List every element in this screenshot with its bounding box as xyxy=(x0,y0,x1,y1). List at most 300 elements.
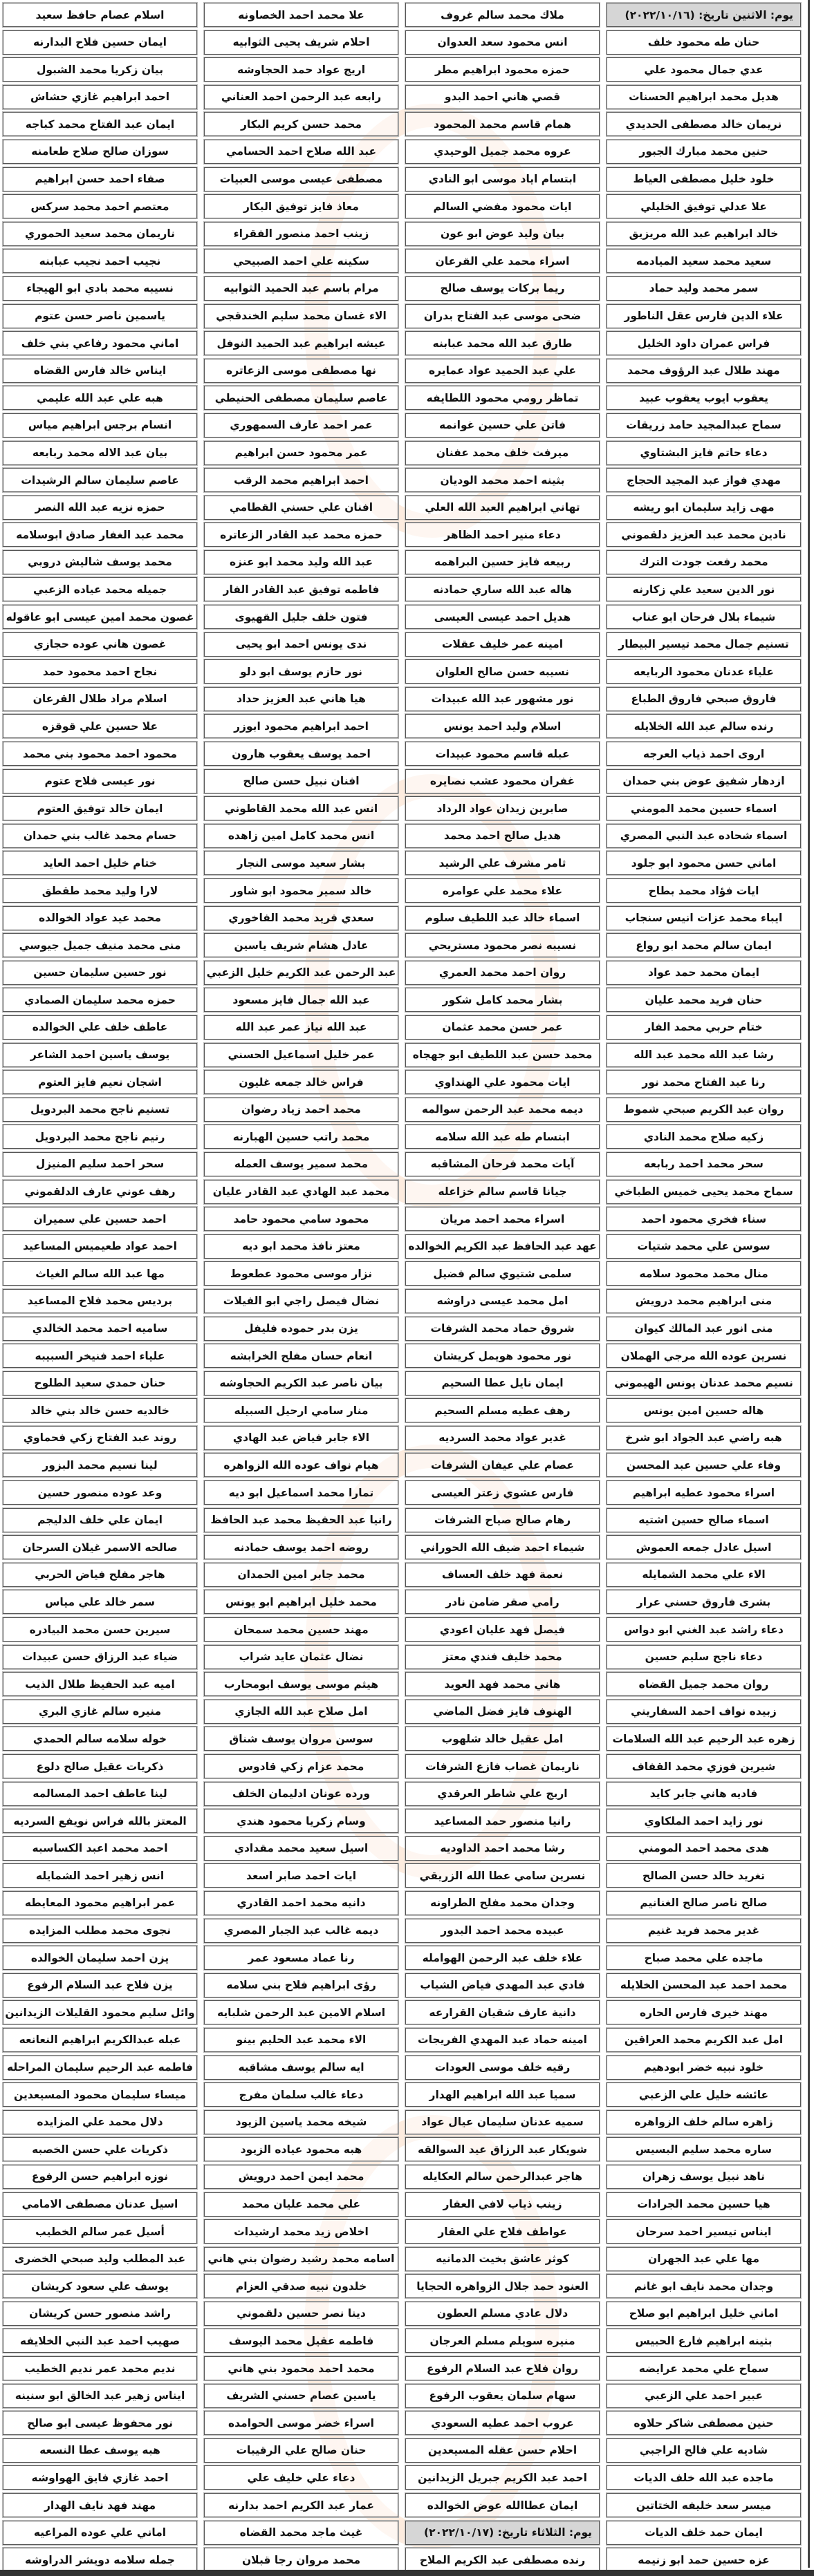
name-cell: هاجر مفلح فياض الحربي xyxy=(3,1563,197,1587)
name-cell: بشار محمد كامل شكور xyxy=(405,988,600,1012)
name-cell: بثينه ابراهيم فارع الحبيس xyxy=(607,2329,801,2353)
name-cell: ندى يونس احمد ابو يحيى xyxy=(204,632,398,657)
name-cell: منال محمد محمود سلامه xyxy=(607,1261,801,1286)
name-cell: منى محمد منيف جميل جيوسي xyxy=(3,933,197,957)
name-cell: رهف عطيه مسلم السحيم xyxy=(405,1398,600,1422)
name-cell: ايمان حمد خلف الديات xyxy=(607,2521,801,2545)
name-cell: احمد عواد طعيميس المساعيد xyxy=(3,1234,197,1259)
name-cell: فاديه هاني جابر كايد xyxy=(607,1782,801,1806)
name-cell: ميسر سعد خليفه الختاتين xyxy=(607,2493,801,2517)
name-cell: امل صلاح عبد الله الجازي xyxy=(204,1700,398,1724)
name-cell: ملاك محمد سالم غروف xyxy=(405,3,600,27)
name-cell: رهام صالح صياح الشرفات xyxy=(405,1508,600,1532)
name-cell: ايباء محمد عزات انيس سنجاب xyxy=(607,906,801,930)
name-cell: غصون محمد امين عيسى ابو عاقوله xyxy=(3,605,197,629)
name-cell: بشار سعيد موسى النجار xyxy=(204,851,398,875)
name-cell: بيان ناصر عبد الكريم الحجاوشه xyxy=(204,1371,398,1395)
name-cell: سحر محمد احمد ربابعه xyxy=(607,1152,801,1176)
name-cell: نور مشهور عبد الله عبيدات xyxy=(405,687,600,711)
name-cell: ايناس زهير عبد الخالق ابو سنينه xyxy=(3,2384,197,2408)
name-cell: منيره سويلم مسلم العرجان xyxy=(405,2329,600,2353)
name-cell: عبله عبدالكريم ابراهيم النعانعه xyxy=(3,2028,197,2052)
name-cell: صالح ناصر صالح الغنانيم xyxy=(607,1891,801,1915)
name-cell: روان محمد جميل القضاه xyxy=(607,1672,801,1696)
name-cell: احمد ابراهيم محمد الرقب xyxy=(204,468,398,492)
name-cell: لارا وليد محمد طقطق xyxy=(3,878,197,903)
name-cell: اسراء محمد علي القرعان xyxy=(405,249,600,273)
name-cell: عيشه ابراهيم عبد الحميد النوفل xyxy=(204,331,398,355)
name-cell: مصطفى عيسى موسى العبيات xyxy=(204,167,398,191)
name-cell: اسيل عادل جمعه العموش xyxy=(607,1535,801,1559)
name-cell: عصام علي عيفان الشرفات xyxy=(405,1453,600,1477)
name-cell: همام قاسم محمد المحمود xyxy=(405,112,600,136)
name-cell: انس زهير احمد الشمايله xyxy=(3,1863,197,1888)
name-cell: عمر خليل اسماعيل الحسني xyxy=(204,1043,398,1067)
name-cell: محمد حسن عبد اللطيف ابو جهجاه xyxy=(405,1043,600,1067)
name-cell: عدي جمال محمود علي xyxy=(607,57,801,82)
name-cell: يوسف علي سعود كريشان xyxy=(3,2274,197,2298)
name-cell: محمد عبد الهادي عبد القادر عليان xyxy=(204,1180,398,1204)
name-cell: اسلام مراد طلال القرعان xyxy=(3,687,197,711)
name-cell: وجدان محمد مفلح الطراونه xyxy=(405,1891,600,1915)
name-cell: خالد ابراهيم عبد الله مريزيق xyxy=(607,222,801,246)
name-cell: اسيل سعيد محمد مقدادي xyxy=(204,1836,398,1861)
name-cell: علاء خلف عبد الرحمن الهوامله xyxy=(405,1946,600,1970)
name-cell: اريج عواد حمد الحجاوشه xyxy=(204,57,398,82)
name-cell: كوثر عاشق بخيت الدمانيه xyxy=(405,2247,600,2271)
name-cell: نور عيسى فلاح عتوم xyxy=(3,769,197,793)
name-cell: سوسن علي محمد شتيات xyxy=(607,1234,801,1259)
name-cell: عروب احمد عطيه السعودي xyxy=(405,2411,600,2435)
day-date-header: يوم: الاثنين تاريخ: (٢٠٢٢/١٠/١٦) xyxy=(607,3,801,27)
name-cell: جيانا قاسم سالم خزاعله xyxy=(405,1180,600,1204)
name-cell: رنده سالم عبد الله الخلايله xyxy=(607,714,801,738)
name-cell: تهاني ابراهيم العبد الله العلي xyxy=(405,496,600,520)
name-cell: راشد منصور حسن كريشان xyxy=(3,2302,197,2326)
name-cell: تسنيم جمال محمد تيسير البيطار xyxy=(607,632,801,657)
name-cell: دعاء راشد عبد الغني ابو دواس xyxy=(607,1617,801,1642)
name-cell: دلال عادي مسلم العطون xyxy=(405,2302,600,2326)
name-cell: غدير عواد محمد السرديه xyxy=(405,1426,600,1450)
name-cell: صابرين زيدان عواد الرداد xyxy=(405,796,600,820)
name-cell: المعتز بالله فراس نويفع السرديه xyxy=(3,1809,197,1833)
name-cell: يعقوب ايوب يعقوب عبيد xyxy=(607,386,801,410)
name-cell: رنده مصطفى عبد الكريم الملاح xyxy=(405,2548,600,2572)
name-cell: نسرين عوده الله مرجي الهملان xyxy=(607,1344,801,1368)
name-cell: ايه سالم يوسف مشاقبه xyxy=(204,2056,398,2080)
name-cell: دعاء علي خليف علي xyxy=(204,2465,398,2490)
name-cell: نجيب احمد نجيب عبابنه xyxy=(3,249,197,273)
name-cell: هبه محمود عياده الزيود xyxy=(204,2137,398,2161)
name-cell: ايمان علي خلف الدليجم xyxy=(3,1508,197,1532)
name-cell: دعاء منير احمد الظاهر xyxy=(405,523,600,547)
name-cell: سوسن مروان يوسف شناق xyxy=(204,1727,398,1751)
name-cell: هاله حسين امين يونس xyxy=(607,1398,801,1422)
name-cell: مها عبد الله سالم الغياث xyxy=(3,1261,197,1286)
name-cell: محمد احمد زياد رضوان xyxy=(204,1098,398,1122)
name-cell: آيات محمد فرحان المشاقبه xyxy=(405,1152,600,1176)
name-cell: ماجده عبد الله خلف الديات xyxy=(607,2465,801,2490)
name-cell: فادي عبد المهدي فياض الشياب xyxy=(405,1973,600,1997)
name-cell: تمارا محمد اسماعيل ابو ديه xyxy=(204,1480,398,1505)
name-cell: زينب احمد منصور الفقراء xyxy=(204,222,398,246)
name-cell: قصي هاني احمد البدو xyxy=(405,85,600,109)
name-cell: رنا عماد مسعود عمر xyxy=(204,1946,398,1970)
name-cell: مهند طلال عبد الرؤوف محمد xyxy=(607,359,801,383)
name-cell: هديل احمد عيسى العيسى xyxy=(405,605,600,629)
name-cell: نعمة فهد خلف العساف xyxy=(405,1563,600,1587)
name-cell: ساره محمد سليم البسيس xyxy=(607,2137,801,2161)
name-cell: عبد الله صلاح احمد الحسامي xyxy=(204,140,398,164)
name-cell: حمزه محمد سليمان الصمادي xyxy=(3,988,197,1012)
name-cell: ساميه احمد محمد الخالدي xyxy=(3,1317,197,1341)
name-cell: محمد عبد الغفار صادق ابوسلامه xyxy=(3,523,197,547)
name-cell: ضحى موسى عبد الفتاح بدران xyxy=(405,304,600,328)
name-cell: رشا محمد احمد الداوديه xyxy=(405,1836,600,1861)
name-cell: ميساء سليمان محمود المسيعدين xyxy=(3,2083,197,2107)
name-cell: هبه راضي عبد الجواد ابو شرخ xyxy=(607,1426,801,1450)
name-cell: أسيل عمر سالم الخطيب xyxy=(3,2219,197,2244)
name-cell: غصون هاني عوده حجازي xyxy=(3,632,197,657)
name-cell: عواطف فلاح علي العقار xyxy=(405,2219,600,2244)
name-cell: تسنيم ناجح محمد البردويل xyxy=(3,1098,197,1122)
name-cell: فاطمه عقيل محمد اليوسف xyxy=(204,2329,398,2353)
name-cell: سناء فخري محمود احمد xyxy=(607,1207,801,1231)
name-cell: زاهره سالم خلف الزواهره xyxy=(607,2110,801,2134)
name-cell: شيخه محمد ياسين الزيود xyxy=(204,2110,398,2134)
name-cell: معتز نافذ محمد ابو ديه xyxy=(204,1234,398,1259)
name-cell: زينب ذياب لافي العقار xyxy=(405,2192,600,2217)
name-cell: اسراء محمد احمد مريان xyxy=(405,1207,600,1231)
name-cell: روان فلاح عبد السلام الرفوع xyxy=(405,2356,600,2380)
name-cell: هديل صالح احمد محمد xyxy=(405,824,600,848)
name-cell: عمر احمد عارف السمهوري xyxy=(204,413,398,438)
name-cell: الاء غسان محمد سليم الخندقجي xyxy=(204,304,398,328)
name-cell: رامي صقر ضامن نادر xyxy=(405,1590,600,1614)
name-cell: نجوى محمد مطلب المزايده xyxy=(3,1919,197,1943)
name-cell: عبد المطلب وليد صبحي الخضرى xyxy=(3,2247,197,2271)
name-cell: خوله سلامه سالم الحمدي xyxy=(3,1727,197,1751)
name-cell: محمود سامي محمود حامد xyxy=(204,1207,398,1231)
name-cell: محمد رفعت جودت الترك xyxy=(607,550,801,574)
name-cell: حمزه نزيه عبد الله النصر xyxy=(3,496,197,520)
name-cell: اسماء صالح حسين اشتيه xyxy=(607,1508,801,1532)
name-cell: عبد الله وليد محمد ابو عنزه xyxy=(204,550,398,574)
name-cell: اروى احمد ذياب العرجه xyxy=(607,742,801,766)
name-cell: عبيده محمد احمد البدور xyxy=(405,1919,600,1943)
name-cell: شاديه علي فالح الراجبي xyxy=(607,2438,801,2463)
name-cell: اخلاص زيد محمد ارشيدات xyxy=(204,2219,398,2244)
name-cell: فراس عمران داود الخليل xyxy=(607,331,801,355)
name-cell: مهى زايد سليمان ابو ريشه xyxy=(607,496,801,520)
name-cell: فاطمه عبد الرحيم سليمان المراحله xyxy=(3,2056,197,2080)
name-cell: ديمه غالب عبد الجبار المصري xyxy=(204,1919,398,1943)
name-cell: لينا نسيم محمد البزور xyxy=(3,1453,197,1477)
name-cell: افنان علي حسني القطامي xyxy=(204,496,398,520)
name-cell: زبيده نواف احمد السفاريني xyxy=(607,1700,801,1724)
name-cell: بيان زكريا محمد الشبول xyxy=(3,57,197,82)
name-cell: حنان طه محمود خلف xyxy=(607,30,801,55)
name-cell: لينا عاطف احمد المسالمه xyxy=(3,1782,197,1806)
name-cell: انس محمد كامل امين زاهده xyxy=(204,824,398,848)
name-cell: برديس محمد فلاح المساعيد xyxy=(3,1289,197,1313)
name-cell: نضال عثمان عايد شراب xyxy=(204,1645,398,1669)
name-cell: سكينه علي احمد الصبيحي xyxy=(204,249,398,273)
name-cell: عادل هشام شريف ياسين xyxy=(204,933,398,957)
name-cell: معاذ فايز توفيق البكار xyxy=(204,194,398,218)
name-cell: الهنوف فايز فضل الماضي xyxy=(405,1700,600,1724)
name-cell: غفران محمود عشب نصايره xyxy=(405,769,600,793)
name-cell: نور زايد احمد الملكاوي xyxy=(607,1809,801,1833)
name-cell: رانيا عبد الحفيظ محمد عبد الحافظ xyxy=(204,1508,398,1532)
name-cell: ابتسام طه عبد الله سلامه xyxy=(405,1125,600,1149)
names-table xyxy=(2,3,801,2572)
name-cell: رشا عبد الله محمد عبد الله xyxy=(607,1043,801,1067)
name-cell: صالحه الاسمر غيلان السرحان xyxy=(3,1535,197,1559)
name-cell: سميا عبد الله ابراهيم الهدار xyxy=(405,2083,600,2107)
name-cell: هدى محمد احمد المومني xyxy=(607,1836,801,1861)
name-cell: هبه علي عبد الله عليمي xyxy=(3,386,197,410)
name-cell: ياسين عصام حسني الشريف xyxy=(204,2384,398,2408)
name-cell: ناهد نبيل يوسف زهران xyxy=(607,2165,801,2189)
name-cell: علا حسين علي قوقزه xyxy=(3,714,197,738)
name-cell: رؤى ابراهيم فلاح بني سلامه xyxy=(204,1973,398,1997)
name-cell: سلمى شتيوي سالم فضيل xyxy=(405,1261,600,1286)
name-cell: محمد سمير يوسف العمله xyxy=(204,1152,398,1176)
name-cell: علياء احمد فنيخر السبيبه xyxy=(3,1344,197,1368)
name-cell: فارس عشوي زعتر العيسى xyxy=(405,1480,600,1505)
name-cell: جميله محمد عياده الزعبي xyxy=(3,577,197,601)
name-cell: علاء الدين فارس عقل الناطور xyxy=(607,304,801,328)
name-cell: معتصم احمد محمد سركس xyxy=(3,194,197,218)
name-cell: اسلام الامين عبد الرحمن شلبايه xyxy=(204,2000,398,2024)
name-cell: حنان حمدي سعيد الطلوح xyxy=(3,1371,197,1395)
name-cell: احمد يوسف يعقوب هارون xyxy=(204,742,398,766)
name-cell: يزن فلاح عبد السلام الرفوع xyxy=(3,1973,197,1997)
name-cell: رنا عبد الفتاح محمد نور xyxy=(607,1070,801,1094)
name-cell: مرام باسم عبد الحميد الثوابيه xyxy=(204,276,398,301)
name-cell: ناريمان محمد سعيد الحموري xyxy=(3,222,197,246)
name-cell: نديم محمد عمر نديم الخطيب xyxy=(3,2356,197,2380)
name-cell: عبد الله نياز عمر عبد الله xyxy=(204,1015,398,1040)
name-cell: منى انور عبد المالك كيوان xyxy=(607,1317,801,1341)
name-cell: محمد راتب حسين الهبارنه xyxy=(204,1125,398,1149)
name-cell: سمر خالد علي مياس xyxy=(3,1590,197,1614)
name-cell: صفاء احمد حسن ابراهيم xyxy=(3,167,197,191)
name-cell: ذكريات عقيل صالح دلوع xyxy=(3,1754,197,1778)
name-cell: زهره عبد الرحيم عبد الله السلامات xyxy=(607,1727,801,1751)
name-cell: اسماء حسين محمد المومني xyxy=(607,796,801,820)
name-cell: هيام نواف عوده الله الزواهره xyxy=(204,1453,398,1477)
name-cell: عبد الرحمن عبد الكريم خليل الزعبي xyxy=(204,961,398,985)
name-cell: هيا هاني عبد العزيز حداد xyxy=(204,687,398,711)
name-cell: ختام خليل احمد العايد xyxy=(3,851,197,875)
name-cell: سماح عبدالمجيد حامد زريقات xyxy=(607,413,801,438)
name-cell: اميه عبد الحفيظ طلال الذيب xyxy=(3,1672,197,1696)
name-cell: محمد ايمن احمد درويش xyxy=(204,2165,398,2189)
name-cell: رابعه عبد الرحمن احمد العناني xyxy=(204,85,398,109)
name-cell: امل عقيل خالد شلهوب xyxy=(405,1727,600,1751)
name-cell: احلام حسن عقله المسيعدين xyxy=(405,2438,600,2463)
name-cell: سحر احمد سليم المنيزل xyxy=(3,1152,197,1176)
name-cell: محمد احمد عبد المحسن الخلايله xyxy=(607,1973,801,1997)
name-cell: روان عبد الكريم صبحي شموط xyxy=(607,1098,801,1122)
name-cell: خلدون نبيه صدقي العزام xyxy=(204,2274,398,2298)
name-cell: غيث ماجد محمد القضاه xyxy=(204,2521,398,2545)
name-cell: محمد جابر امين الحمدان xyxy=(204,1563,398,1587)
name-cell: فيصل فهد عليان اعودي xyxy=(405,1617,600,1642)
name-cell: عائشه خليل علي الزعبي xyxy=(607,2083,801,2107)
name-cell: ماجده علي محمد صباح xyxy=(607,1946,801,1970)
name-cell: بشرى فاروق حسني عرار xyxy=(607,1590,801,1614)
name-cell: محمود احمد محمود بني محمد xyxy=(3,742,197,766)
name-cell: روضه احمد يوسف حمادنه xyxy=(204,1535,398,1559)
name-cell: عبد الله جمال فايز مسعود xyxy=(204,988,398,1012)
name-cell: عمر محمود حسن ابراهيم xyxy=(204,441,398,465)
name-cell: دلال محمد علي المزايده xyxy=(3,2110,197,2134)
name-cell: شويكار عبد الرزاق عيد السوالقه xyxy=(405,2137,600,2161)
name-cell: ثامر مشرف علي الرشيد xyxy=(405,851,600,875)
name-cell: علي عبد الحميد عواد عمايره xyxy=(405,359,600,383)
name-cell: بيان عبد الاله محمد ربابعه xyxy=(3,441,197,465)
name-cell: انسام برجس ابراهيم مياس xyxy=(3,413,197,438)
name-cell: محمد خليف فندي معتز xyxy=(405,1645,600,1669)
name-cell: ربيعه فايز حسين البراهمه xyxy=(405,550,600,574)
name-cell: حنان صالح علي الرقيبات xyxy=(204,2438,398,2463)
name-cell: احمد ابراهيم غازي حشاش xyxy=(3,85,197,109)
name-cell: امل محمد عيسى دراوشه xyxy=(405,1289,600,1313)
name-cell: احمد محمد اعبد الكساسبه xyxy=(3,1836,197,1861)
name-cell: محمد احمد محمود بني هاني xyxy=(204,2356,398,2380)
name-cell: ابتسام اياد موسى ابو النادي xyxy=(405,167,600,191)
name-cell: ياسمين ناصر حسن عتوم xyxy=(3,304,197,328)
name-cell: وفاء علي حسين عبد المحسن xyxy=(607,1453,801,1477)
name-cell: عزه حسين حمد ابو زنيمه xyxy=(607,2548,801,2572)
name-cell: ناريمان غصاب فازع الشرفات xyxy=(405,1754,600,1778)
name-cell: دانية عارف شقيان القرارعه xyxy=(405,2000,600,2024)
name-cell: ايات محمود مفضي السالم xyxy=(405,194,600,218)
name-cell: ميرفت خلف محمد عفنان xyxy=(405,441,600,465)
name-cell: فراس خالد جمعه غليون xyxy=(204,1070,398,1094)
name-cell: محمد يوسف شاليش دروبي xyxy=(3,550,197,574)
name-cell: مهند حسين محمد سمحان xyxy=(204,1617,398,1642)
name-cell: ديمه محمد عبد الرحمن سوالمه xyxy=(405,1098,600,1122)
name-cell: شيماء احمد ضيف الله الحوراني xyxy=(405,1535,600,1559)
page-bottom-bar xyxy=(0,2570,814,2576)
name-cell: وعد عوده منصور حسين xyxy=(3,1480,197,1505)
name-cell: طارق عبد الله محمد عبابنه xyxy=(405,331,600,355)
name-cell: العنود حمد جلال الزواهره الحجايا xyxy=(405,2274,600,2298)
name-cell: احمد حسين علي سميران xyxy=(3,1207,197,1231)
name-cell: وسام زكريا محمود هندي xyxy=(204,1809,398,1833)
name-cell: نور محفوظ عيسى ابو صالح xyxy=(3,2411,197,2435)
name-cell: محمد مروان رجا قبلان xyxy=(204,2548,398,2572)
name-cell: ريما بركات يوسف صالح xyxy=(405,276,600,301)
name-cell: مهند فهد نايف الهدار xyxy=(3,2493,197,2517)
name-cell: ايمان نايل عطا السحيم xyxy=(405,1371,600,1395)
name-cell: نسرين سامي عطا الله الزريقي xyxy=(405,1863,600,1888)
name-cell: علا محمد احمد الخصاونه xyxy=(204,3,398,27)
name-cell: نزار موسى محمود عطعوط xyxy=(204,1261,398,1286)
name-cell: فاروق صبحي فاروق الطباع xyxy=(607,687,801,711)
name-cell: انس عبد الله محمد القاطوني xyxy=(204,796,398,820)
name-cell: خالد سمير محمود ابو شاور xyxy=(204,878,398,903)
name-cell: ايات فؤاد محمد بطاح xyxy=(607,878,801,903)
name-cell: ورده عونان ادليمان الخلف xyxy=(204,1782,398,1806)
page-edge xyxy=(808,0,810,2568)
name-cell: تغريد خالد حسن الصالح xyxy=(607,1863,801,1888)
name-cell: امل عبد الكريم محمد العراقين xyxy=(607,2028,801,2052)
name-cell: نسيبه حسن صالح العلوان xyxy=(405,659,600,684)
name-cell: يزن بدر حموده فليفل xyxy=(204,1317,398,1341)
name-cell: اماني حسن محمود ابو جلود xyxy=(607,851,801,875)
name-cell: الاء محمد عبد الحليم بينو xyxy=(204,2028,398,2052)
name-cell: هديل محمد ابراهيم الحسنات xyxy=(607,85,801,109)
name-cell: خلود خليل مصطفى العياط xyxy=(607,167,801,191)
name-cell: نور حسين سليمان حسين xyxy=(3,961,197,985)
name-cell: شروق حماد محمد الشرفات xyxy=(405,1317,600,1341)
name-cell: منيره سالم غازي البري xyxy=(3,1700,197,1724)
name-cell: عبير احمد علي الزعبي xyxy=(607,2384,801,2408)
name-cell: نادين محمد عبد العزيز دلقموني xyxy=(607,523,801,547)
name-cell: ايات احمد صابر اسعد xyxy=(204,1863,398,1888)
name-cell: حنين محمد مبارك الجبور xyxy=(607,140,801,164)
name-cell: عمر ابراهيم محمود المعايطه xyxy=(3,1891,197,1915)
name-cell: نور حازم يوسف ابو دلو xyxy=(204,659,398,684)
name-cell: اماني علي عوده المراعيه xyxy=(3,2521,197,2545)
name-cell: علا عدلي توفيق الخليلي xyxy=(607,194,801,218)
name-cell: رقيه خلف موسى العودات xyxy=(405,2056,600,2080)
name-cell: نها مصطفى موسى الزعاتره xyxy=(204,359,398,383)
name-cell: محمد عيد عواد الخوالده xyxy=(3,906,197,930)
name-cell: جمله سلامه دويشر الدراوشه xyxy=(3,2548,197,2572)
name-cell: نسيبه محمد بادي ابو الهيجاء xyxy=(3,276,197,301)
name-cell: يوسف ياسين احمد الشاعر xyxy=(3,1043,197,1067)
name-cell: دانيه محمد احمد القادري xyxy=(204,1891,398,1915)
name-cell: زكيه صلاح محمد النادي xyxy=(607,1125,801,1149)
name-cell: ايات محمود علي الهنداوي xyxy=(405,1070,600,1094)
name-cell: عبله قاسم محمود عبيدات xyxy=(405,742,600,766)
name-cell: رهف عوني عارف الدلقموني xyxy=(3,1180,197,1204)
name-cell: شيرين فوزي محمد القفاف xyxy=(607,1754,801,1778)
name-cell: حنان فريد محمد عليان xyxy=(607,988,801,1012)
name-cell: انعام حسان مفلح الخرابشه xyxy=(204,1344,398,1368)
name-cell: فاتن علي حسين غوانمه xyxy=(405,413,600,438)
name-cell: حنين مصطفى شاكر حلاوه xyxy=(607,2411,801,2435)
name-cell: اماني محمود رفاعي بني خلف xyxy=(3,331,197,355)
name-cell: حسام محمد غالب بني حمدان xyxy=(3,824,197,848)
name-cell: وجدان محمد نايف ابو غانم xyxy=(607,2274,801,2298)
name-cell: ايمان حسين فلاح البدارنه xyxy=(3,30,197,55)
name-cell: ايمان محمد حمد عواد xyxy=(607,961,801,985)
name-cell: اسلام عصام حافظ سعيد xyxy=(3,3,197,27)
name-cell: اسلام وليد احمد يونس xyxy=(405,714,600,738)
name-cell: دعاء غالب سلمان مفرج xyxy=(204,2083,398,2107)
name-cell: انس محمود سعد العدوان xyxy=(405,30,600,55)
name-cell: نسيبه نصر محمود مستريحي xyxy=(405,933,600,957)
name-cell: بثينه احمد محمد الوديان xyxy=(405,468,600,492)
name-cell: علي محمد عليان محمد xyxy=(204,2192,398,2217)
name-cell: رانيا منصور حمد المساعيد xyxy=(405,1809,600,1833)
name-cell: احلام شريف يحيى الثوابيه xyxy=(204,30,398,55)
name-cell: رنيم ناجح محمد البردويل xyxy=(3,1125,197,1149)
name-cell: اسماء شحاده عبد النبي المصري xyxy=(607,824,801,848)
name-cell: سهام سلمان يعقوب الرفوع xyxy=(405,2384,600,2408)
name-cell: سماح علي محمد عرايضه xyxy=(607,2356,801,2380)
name-cell: سعيد محمد سعيد الميادمه xyxy=(607,249,801,273)
name-cell: تماظر رومي محمود اللطايفه xyxy=(405,386,600,410)
name-cell: نور محمود هويمل كريشان xyxy=(405,1344,600,1368)
